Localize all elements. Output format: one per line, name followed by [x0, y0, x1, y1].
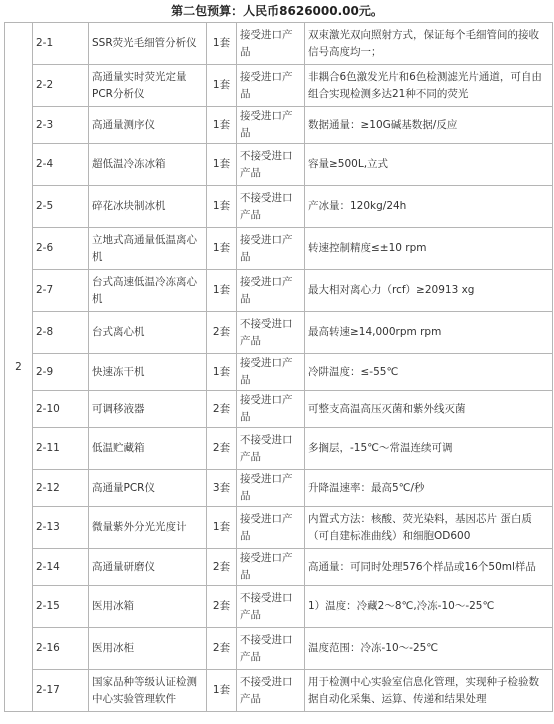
table-row — [5, 549, 553, 586]
item-quantity-cell: 1套 — [207, 107, 237, 144]
item-spec-cell: 双束激光双向照射方式，保证每个毛细管间的接收信号高度均一； — [305, 23, 553, 65]
procurement-table-body — [5, 23, 553, 712]
item-spec-cell: 转速控制精度≤±10 rpm — [305, 228, 553, 270]
import-policy-cell: 接受进口产品 — [237, 549, 305, 586]
item-quantity-cell: 1套 — [207, 65, 237, 107]
item-quantity-cell: 2套 — [207, 628, 237, 670]
table-row — [5, 428, 553, 470]
item-name-cell: 立地式高通量低温离心机 — [89, 228, 207, 270]
table-row — [5, 107, 553, 144]
item-name-cell: 国家品种等级认证检测中心实验管理软件 — [89, 670, 207, 712]
item-spec-cell: 产冰量：120kg/24h — [305, 186, 553, 228]
item-id-cell: 2-1 — [33, 23, 89, 65]
item-id-cell: 2-8 — [33, 312, 89, 354]
item-spec-cell: 最大相对离心力（rcf）≥20913 xg — [305, 270, 553, 312]
item-id-cell: 2-10 — [33, 391, 89, 428]
import-policy-cell: 不接受进口产品 — [237, 670, 305, 712]
item-spec-cell: 1）温度：冷藏2～8℃,冷冻-10～-25℃ — [305, 586, 553, 628]
item-spec-cell: 用于检测中心实验室信息化管理，实现种子检验数据自动化采集、运算、传递和结果处理 — [305, 670, 553, 712]
import-policy-cell: 接受进口产品 — [237, 354, 305, 391]
item-spec-cell: 温度范围：冷冻-10～-25℃ — [305, 628, 553, 670]
item-name-cell: 低温贮藏箱 — [89, 428, 207, 470]
item-quantity-cell: 2套 — [207, 586, 237, 628]
table-row — [5, 507, 553, 549]
item-quantity-cell: 1套 — [207, 507, 237, 549]
import-policy-cell: 不接受进口产品 — [237, 628, 305, 670]
import-policy-cell: 接受进口产品 — [237, 470, 305, 507]
item-id-cell: 2-15 — [33, 586, 89, 628]
table-row — [5, 270, 553, 312]
item-id-cell: 2-14 — [33, 549, 89, 586]
import-policy-cell: 接受进口产品 — [237, 65, 305, 107]
import-policy-cell: 接受进口产品 — [237, 23, 305, 65]
item-spec-cell: 冷阱温度：≤-55℃ — [305, 354, 553, 391]
item-quantity-cell: 2套 — [207, 391, 237, 428]
item-id-cell: 2-3 — [33, 107, 89, 144]
table-row — [5, 354, 553, 391]
item-quantity-cell: 1套 — [207, 186, 237, 228]
item-spec-cell: 升降温速率：最高5℃/秒 — [305, 470, 553, 507]
item-spec-cell: 可整支高温高压灭菌和紫外线灭菌 — [305, 391, 553, 428]
item-name-cell: 高通量实时荧光定量PCR分析仪 — [89, 65, 207, 107]
table-row — [5, 670, 553, 712]
item-spec-cell: 多搁层，-15℃～常温连续可调 — [305, 428, 553, 470]
table-row — [5, 65, 553, 107]
item-quantity-cell: 1套 — [207, 354, 237, 391]
item-quantity-cell: 2套 — [207, 549, 237, 586]
page-title: 第二包预算：人民币8626000.00元。 — [171, 4, 383, 18]
item-id-cell: 2-5 — [33, 186, 89, 228]
item-id-cell: 2-13 — [33, 507, 89, 549]
import-policy-cell: 接受进口产品 — [237, 507, 305, 549]
item-quantity-cell: 1套 — [207, 670, 237, 712]
table-row — [5, 144, 553, 186]
item-name-cell: SSR荧光毛细管分析仪 — [89, 23, 207, 65]
item-name-cell: 高通量研磨仪 — [89, 549, 207, 586]
item-name-cell: 台式离心机 — [89, 312, 207, 354]
package-number-cell: 2 — [5, 23, 33, 712]
item-name-cell: 医用冰箱 — [89, 586, 207, 628]
table-row — [5, 312, 553, 354]
item-spec-cell: 高通量：可同时处理576个样品或16个50ml样品 — [305, 549, 553, 586]
item-quantity-cell: 3套 — [207, 470, 237, 507]
item-spec-cell: 内置式方法：核酸、荧光染料，基因芯片 蛋白质（可自建标准曲线）和细胞OD600 — [305, 507, 553, 549]
import-policy-cell: 不接受进口产品 — [237, 144, 305, 186]
item-quantity-cell: 1套 — [207, 228, 237, 270]
item-name-cell: 超低温冷冻冰箱 — [89, 144, 207, 186]
table-row — [5, 628, 553, 670]
item-name-cell: 台式高速低温冷冻离心机 — [89, 270, 207, 312]
item-spec-cell: 非耦合6色激发光片和6色检测滤光片通道，可自由组合实现检测多达21种不同的荧光 — [305, 65, 553, 107]
import-policy-cell: 不接受进口产品 — [237, 186, 305, 228]
item-quantity-cell: 2套 — [207, 428, 237, 470]
item-name-cell: 医用冰柜 — [89, 628, 207, 670]
item-id-cell: 2-11 — [33, 428, 89, 470]
item-id-cell: 2-17 — [33, 670, 89, 712]
table-row — [5, 391, 553, 428]
import-policy-cell: 接受进口产品 — [237, 228, 305, 270]
item-quantity-cell: 2套 — [207, 312, 237, 354]
item-name-cell: 可调移液器 — [89, 391, 207, 428]
item-name-cell: 微量紫外分光光度计 — [89, 507, 207, 549]
item-spec-cell: 最高转速≥14,000rpm rpm — [305, 312, 553, 354]
table-row — [5, 586, 553, 628]
item-id-cell: 2-2 — [33, 65, 89, 107]
table-row — [5, 470, 553, 507]
item-id-cell: 2-12 — [33, 470, 89, 507]
item-id-cell: 2-16 — [33, 628, 89, 670]
table-row — [5, 228, 553, 270]
item-quantity-cell: 1套 — [207, 23, 237, 65]
item-id-cell: 2-4 — [33, 144, 89, 186]
item-spec-cell: 容量≥500L,立式 — [305, 144, 553, 186]
item-name-cell: 高通量PCR仪 — [89, 470, 207, 507]
procurement-table — [4, 22, 553, 712]
item-quantity-cell: 1套 — [207, 144, 237, 186]
item-name-cell: 快速冻干机 — [89, 354, 207, 391]
table-row — [5, 186, 553, 228]
table-row — [5, 23, 553, 65]
item-name-cell: 高通量测序仪 — [89, 107, 207, 144]
item-spec-cell: 数据通量：≥10G碱基数据/反应 — [305, 107, 553, 144]
import-policy-cell: 不接受进口产品 — [237, 428, 305, 470]
item-name-cell: 碎花冰块制冰机 — [89, 186, 207, 228]
import-policy-cell: 不接受进口产品 — [237, 312, 305, 354]
import-policy-cell: 接受进口产品 — [237, 270, 305, 312]
import-policy-cell: 不接受进口产品 — [237, 586, 305, 628]
item-quantity-cell: 1套 — [207, 270, 237, 312]
item-id-cell: 2-7 — [33, 270, 89, 312]
import-policy-cell: 接受进口产品 — [237, 107, 305, 144]
item-id-cell: 2-9 — [33, 354, 89, 391]
item-id-cell: 2-6 — [33, 228, 89, 270]
import-policy-cell: 接受进口产品 — [237, 391, 305, 428]
